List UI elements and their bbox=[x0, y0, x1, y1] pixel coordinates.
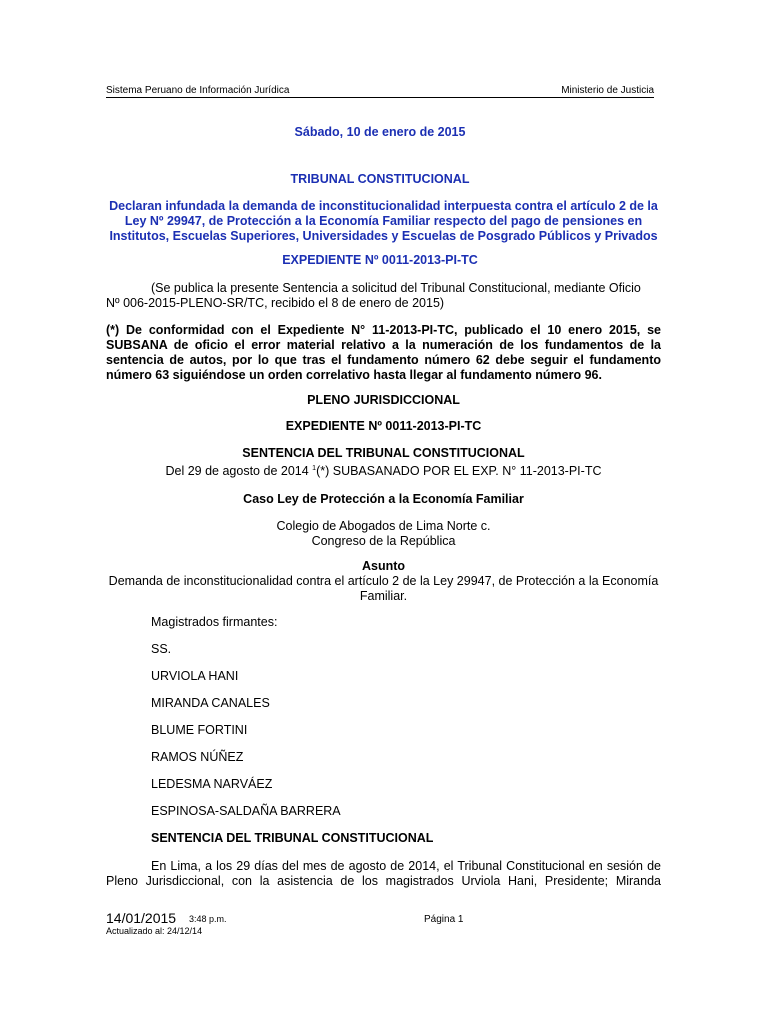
conformity-note bbox=[106, 323, 661, 383]
asunto-label: Asunto bbox=[361, 559, 406, 573]
page-header bbox=[106, 85, 654, 98]
magistrado-name: RAMOS NÚÑEZ bbox=[151, 750, 244, 764]
header-right: Ministerio de Justicia bbox=[561, 85, 654, 96]
footer-date: 14/01/2015 bbox=[106, 910, 177, 926]
asunto-line: Demanda de inconstitucionalidad contra el artículo 2 de la Ley 29947, de Protección a la Economía bbox=[108, 574, 659, 588]
magistrado-name: LEDESMA NARVÁEZ bbox=[151, 777, 273, 791]
asunto-text bbox=[106, 574, 661, 604]
note-line: SUBSANA de oficio el error material relativo a la numeración de los fundamentos de la bbox=[106, 338, 661, 352]
sentencia-heading: SENTENCIA DEL TRIBUNAL CONSTITUCIONAL bbox=[151, 831, 434, 845]
sentencia-subsanado: (*) SUBASANADO POR EL EXP. N° 11-2013-PI-TC bbox=[316, 464, 602, 478]
note-line: número 63 siguiéndose un orden correlativo hasta llegar al fundamento número 96. bbox=[106, 368, 602, 382]
headline-line: Institutos, Escuelas Superiores, Universidades y Escuelas de Posgrado Públicos y Privados bbox=[109, 229, 658, 243]
expediente-blue: EXPEDIENTE Nº 0011-2013-PI-TC bbox=[282, 253, 478, 267]
note-line: (*) De conformidad con el Expediente N° 11-2013-PI-TC, publicado el 10 enero 2015, se bbox=[106, 323, 661, 337]
magistrados-label: Magistrados firmantes: bbox=[151, 615, 278, 629]
sentencia-date: Del 29 de agosto de 2014 bbox=[165, 464, 309, 478]
note-line: sentencia de autos, por lo que tras el fundamento número 62 debe seguir el fundamento bbox=[106, 353, 661, 367]
note-line: Nº 006-2015-PLENO-SR/TC, recibido el 8 de enero de 2015) bbox=[106, 296, 445, 310]
footnote-marker: 1 bbox=[312, 464, 317, 472]
pleno-heading: PLENO JURISDICCIONAL bbox=[307, 393, 460, 407]
body-line: En Lima, a los 29 días del mes de agosto de 2014, el Tribunal Constitucional en sesión de bbox=[151, 859, 661, 873]
ss-label: SS. bbox=[151, 642, 172, 656]
footer-updated: Actualizado al: 24/12/14 bbox=[106, 926, 203, 936]
publication-date: Sábado, 10 de enero de 2015 bbox=[294, 125, 466, 139]
caso-title: Caso Ley de Protección a la Economía Familiar bbox=[243, 492, 524, 506]
party-line: Colegio de Abogados de Lima Norte c. bbox=[276, 519, 491, 533]
headline-line: Declaran infundada la demanda de inconstitucionalidad interpuesta contra el artículo 2 de la bbox=[109, 199, 658, 213]
magistrado-name: BLUME FORTINI bbox=[151, 723, 248, 737]
body-paragraph bbox=[106, 859, 661, 889]
asunto-line: Familiar. bbox=[359, 589, 408, 603]
header-left: Sistema Peruano de Información Jurídica bbox=[106, 85, 290, 96]
sentencia-date-line bbox=[106, 464, 661, 478]
party-line: Congreso de la República bbox=[311, 534, 456, 548]
magistrado-name: URVIOLA HANI bbox=[151, 669, 239, 683]
magistrado-name: MIRANDA CANALES bbox=[151, 696, 270, 710]
magistrado-name: ESPINOSA-SALDAÑA BARRERA bbox=[151, 804, 341, 818]
note-line: (Se publica la presente Sentencia a solicitud del Tribunal Constitucional, mediante Oficio bbox=[151, 281, 641, 295]
footer-page: Página 1 bbox=[424, 914, 464, 925]
institution-title: TRIBUNAL CONSTITUCIONAL bbox=[290, 172, 470, 186]
expediente-heading: EXPEDIENTE Nº 0011-2013-PI-TC bbox=[285, 419, 482, 433]
body-line: Pleno Jurisdiccional, con la asistencia de los magistrados Urviola Hani, Presidente; Miranda bbox=[106, 874, 661, 888]
sentencia-title: SENTENCIA DEL TRIBUNAL CONSTITUCIONAL bbox=[242, 446, 525, 460]
parties bbox=[106, 519, 661, 549]
footer-time: 3:48 p.m. bbox=[189, 914, 227, 924]
headline bbox=[106, 199, 661, 244]
publication-note bbox=[106, 281, 661, 311]
headline-line: Ley Nº 29947, de Protección a la Economía Familiar respecto del pago de pensiones en bbox=[124, 214, 643, 228]
